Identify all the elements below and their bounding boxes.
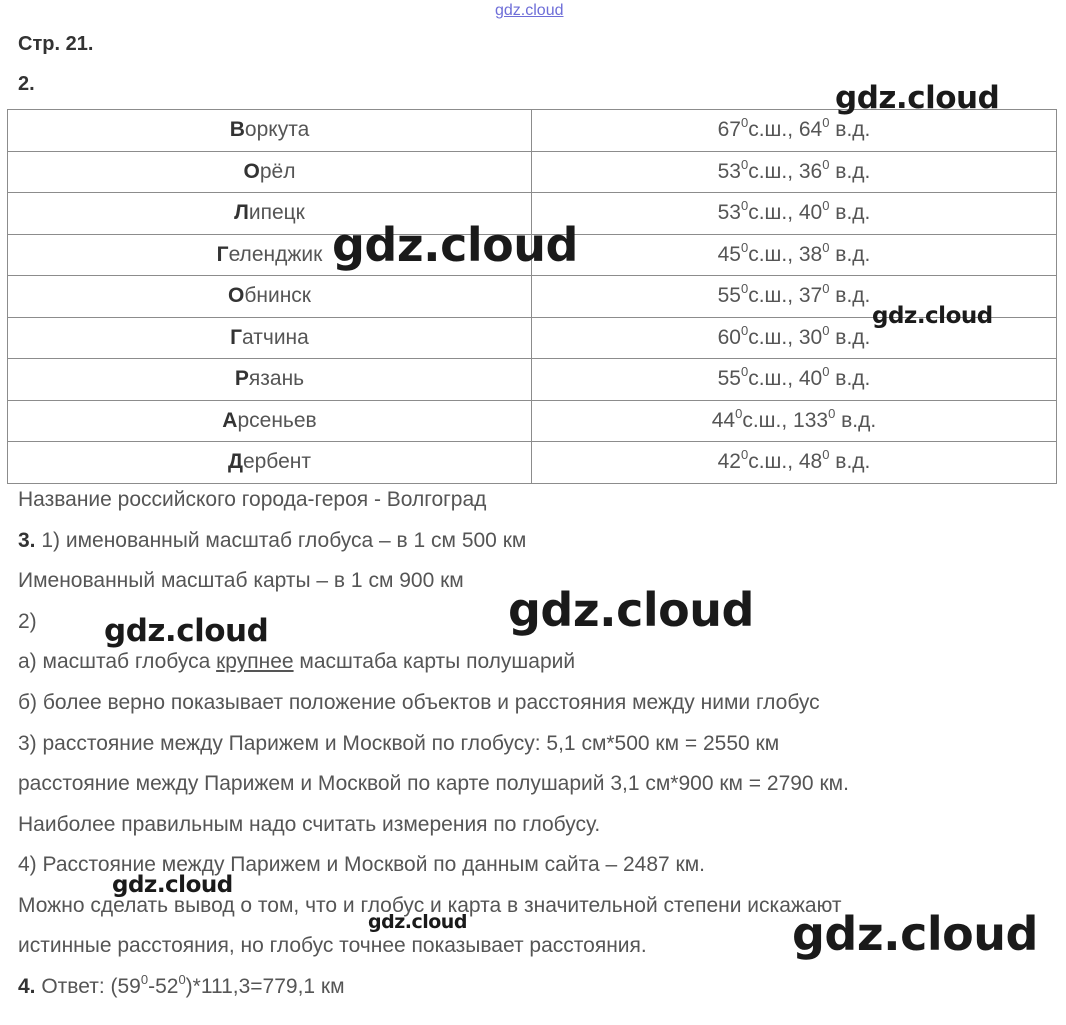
latitude-suffix: с.ш., — [748, 201, 799, 225]
watermark-5: gdz.cloud — [104, 613, 269, 649]
city-first-letter: Д — [227, 450, 243, 474]
city-name-rest: еленджик — [228, 242, 323, 266]
task-4-text-2: -52 — [148, 975, 179, 998]
city-first-letter: О — [228, 284, 245, 308]
longitude-value: 36 — [798, 159, 823, 183]
table-row — [8, 442, 1057, 484]
longitude-value: 38 — [798, 242, 823, 266]
latitude-value: 60 — [717, 325, 741, 349]
latitude-degree: 0 — [740, 239, 749, 255]
latitude-value: 53 — [717, 159, 741, 183]
city-name-rest: язань — [248, 367, 305, 391]
coordinates-cell — [532, 234, 1057, 276]
coordinates-cell — [532, 193, 1057, 235]
longitude-degree: 0 — [828, 405, 836, 421]
longitude-degree: 0 — [822, 198, 830, 214]
longitude-suffix: в.д. — [829, 450, 871, 474]
latitude-value: 53 — [717, 201, 741, 225]
task-2-answer: Название российского города-героя - Волгоград — [18, 488, 487, 511]
city-first-letter: В — [229, 118, 245, 142]
longitude-suffix: в.д. — [835, 408, 877, 432]
task-3-line-3: 2) — [18, 610, 37, 633]
watermark-3: gdz.cloud — [872, 303, 993, 329]
latitude-value: 45 — [717, 242, 741, 266]
longitude-value: 64 — [798, 118, 823, 142]
task-3-number: 3. — [18, 529, 36, 552]
latitude-suffix: с.ш., — [742, 408, 794, 432]
task-3-line-4 — [18, 650, 575, 674]
longitude-value: 30 — [798, 325, 823, 349]
latitude-degree: 0 — [740, 156, 749, 172]
latitude-value: 44 — [711, 408, 736, 432]
city-name-rest: рсеньев — [237, 408, 317, 432]
task-3-line-10: Можно сделать вывод о том, что и глобус и карта в значительной степени искажают — [18, 894, 842, 917]
task-3-line-7: расстояние между Парижем и Москвой по карте полушарий 3,1 см*900 км = 2790 км. — [18, 772, 849, 795]
task-3-text-1: 1) именованный масштаб глобуса – в 1 см 500 км — [35, 529, 527, 552]
latitude-value: 55 — [717, 367, 741, 391]
longitude-value: 40 — [798, 367, 823, 391]
watermark-6: gdz.cloud — [112, 872, 233, 898]
latitude-suffix: с.ш., — [748, 118, 799, 142]
longitude-suffix: в.д. — [829, 325, 871, 349]
city-first-letter: Л — [234, 201, 249, 225]
watermark-8: gdz.cloud — [792, 907, 1038, 961]
city-first-letter: О — [243, 159, 260, 183]
latitude-suffix: с.ш., — [748, 367, 799, 391]
city-first-letter: А — [222, 408, 238, 432]
task-3-line-9: 4) Расстояние между Парижем и Москвой по данным сайта – 2487 км. — [18, 853, 706, 876]
latitude-degree: 0 — [740, 115, 749, 131]
longitude-degree: 0 — [822, 364, 830, 380]
task-2-number: 2. — [18, 73, 35, 95]
city-first-letter: Р — [234, 367, 249, 391]
longitude-value: 37 — [798, 284, 823, 308]
task-3-line-6: 3) расстояние между Парижем и Москвой по глобусу: 5,1 см*500 км = 2550 км — [18, 732, 780, 755]
latitude-suffix: с.ш., — [748, 325, 799, 349]
longitude-degree: 0 — [822, 447, 830, 463]
longitude-suffix: в.д. — [829, 284, 871, 308]
latitude-suffix: с.ш., — [748, 159, 799, 183]
task-4-degree-2: 0 — [178, 972, 186, 987]
watermark-7: gdz.cloud — [368, 911, 467, 933]
city-cell — [8, 400, 532, 442]
longitude-degree: 0 — [822, 322, 830, 338]
longitude-value: 40 — [798, 201, 823, 225]
task-3-line-8: Наиболее правильным надо считать измерения по глобусу. — [18, 813, 601, 836]
city-name-rest: ипецк — [248, 201, 305, 225]
watermark-1: gdz.cloud — [835, 80, 1000, 116]
longitude-degree: 0 — [822, 239, 830, 255]
city-cell — [8, 442, 532, 484]
task-3-line-5: б) более верно показывает положение объектов и расстояния между ними глобус — [18, 691, 820, 714]
latitude-degree: 0 — [740, 364, 749, 380]
latitude-degree: 0 — [735, 405, 743, 421]
longitude-suffix: в.д. — [829, 159, 871, 183]
coordinates-table — [7, 109, 1057, 484]
city-cell — [8, 359, 532, 401]
latitude-value: 42 — [717, 450, 741, 474]
longitude-degree: 0 — [822, 156, 830, 172]
coordinates-cell — [532, 359, 1057, 401]
city-cell — [8, 151, 532, 193]
longitude-value: 133 — [793, 408, 829, 432]
latitude-suffix: с.ш., — [748, 242, 799, 266]
latitude-degree: 0 — [740, 198, 749, 214]
latitude-value: 55 — [717, 284, 741, 308]
task-4-text-1: Ответ: (59 — [35, 975, 141, 998]
city-name-rest: рёл — [259, 159, 296, 183]
city-name-rest: атчина — [242, 325, 309, 349]
task-4-number: 4. — [18, 975, 36, 998]
task-3-line-4-part-b: масштаба карты полушарий — [293, 650, 576, 673]
coordinates-cell — [532, 151, 1057, 193]
task-3-line-4-part-a: а) масштаб глобуса — [18, 650, 217, 673]
city-first-letter: Г — [216, 242, 229, 266]
site-link-top[interactable]: gdz.cloud — [495, 2, 564, 19]
task-4-answer — [18, 972, 345, 999]
city-first-letter: Г — [230, 325, 243, 349]
latitude-degree: 0 — [740, 322, 749, 338]
task-4-text-3: )*111,3=779,1 км — [185, 975, 345, 998]
page-label: Стр. 21. — [18, 33, 94, 55]
longitude-degree: 0 — [822, 115, 830, 131]
city-cell — [8, 317, 532, 359]
table-row — [8, 400, 1057, 442]
city-cell — [8, 276, 532, 318]
longitude-suffix: в.д. — [829, 242, 871, 266]
city-cell — [8, 110, 532, 152]
table-row — [8, 359, 1057, 401]
coordinates-cell — [532, 400, 1057, 442]
latitude-degree: 0 — [740, 281, 749, 297]
city-name-rest: ербент — [242, 450, 311, 474]
city-name-rest: бнинск — [244, 284, 311, 308]
task-3-line-1 — [18, 529, 526, 553]
coordinates-cell — [532, 442, 1057, 484]
latitude-suffix: с.ш., — [748, 284, 799, 308]
task-3-line-2: Именованный масштаб карты – в 1 см 900 км — [18, 569, 464, 592]
longitude-degree: 0 — [822, 281, 830, 297]
longitude-suffix: в.д. — [829, 367, 871, 391]
longitude-suffix: в.д. — [829, 118, 871, 142]
longitude-suffix: в.д. — [829, 201, 871, 225]
watermark-2: gdz.cloud — [332, 218, 578, 272]
city-name-rest: оркута — [244, 118, 310, 142]
latitude-degree: 0 — [740, 447, 749, 463]
latitude-value: 67 — [717, 118, 741, 142]
table-row — [8, 151, 1057, 193]
watermark-4: gdz.cloud — [508, 583, 754, 637]
task-3-underlined-word: крупнее — [216, 650, 294, 673]
task-3-line-11: истинные расстояния, но глобус точнее показывает расстояния. — [18, 934, 647, 957]
longitude-value: 48 — [798, 450, 823, 474]
task-4-degree-1: 0 — [140, 972, 149, 987]
latitude-suffix: с.ш., — [748, 450, 799, 474]
